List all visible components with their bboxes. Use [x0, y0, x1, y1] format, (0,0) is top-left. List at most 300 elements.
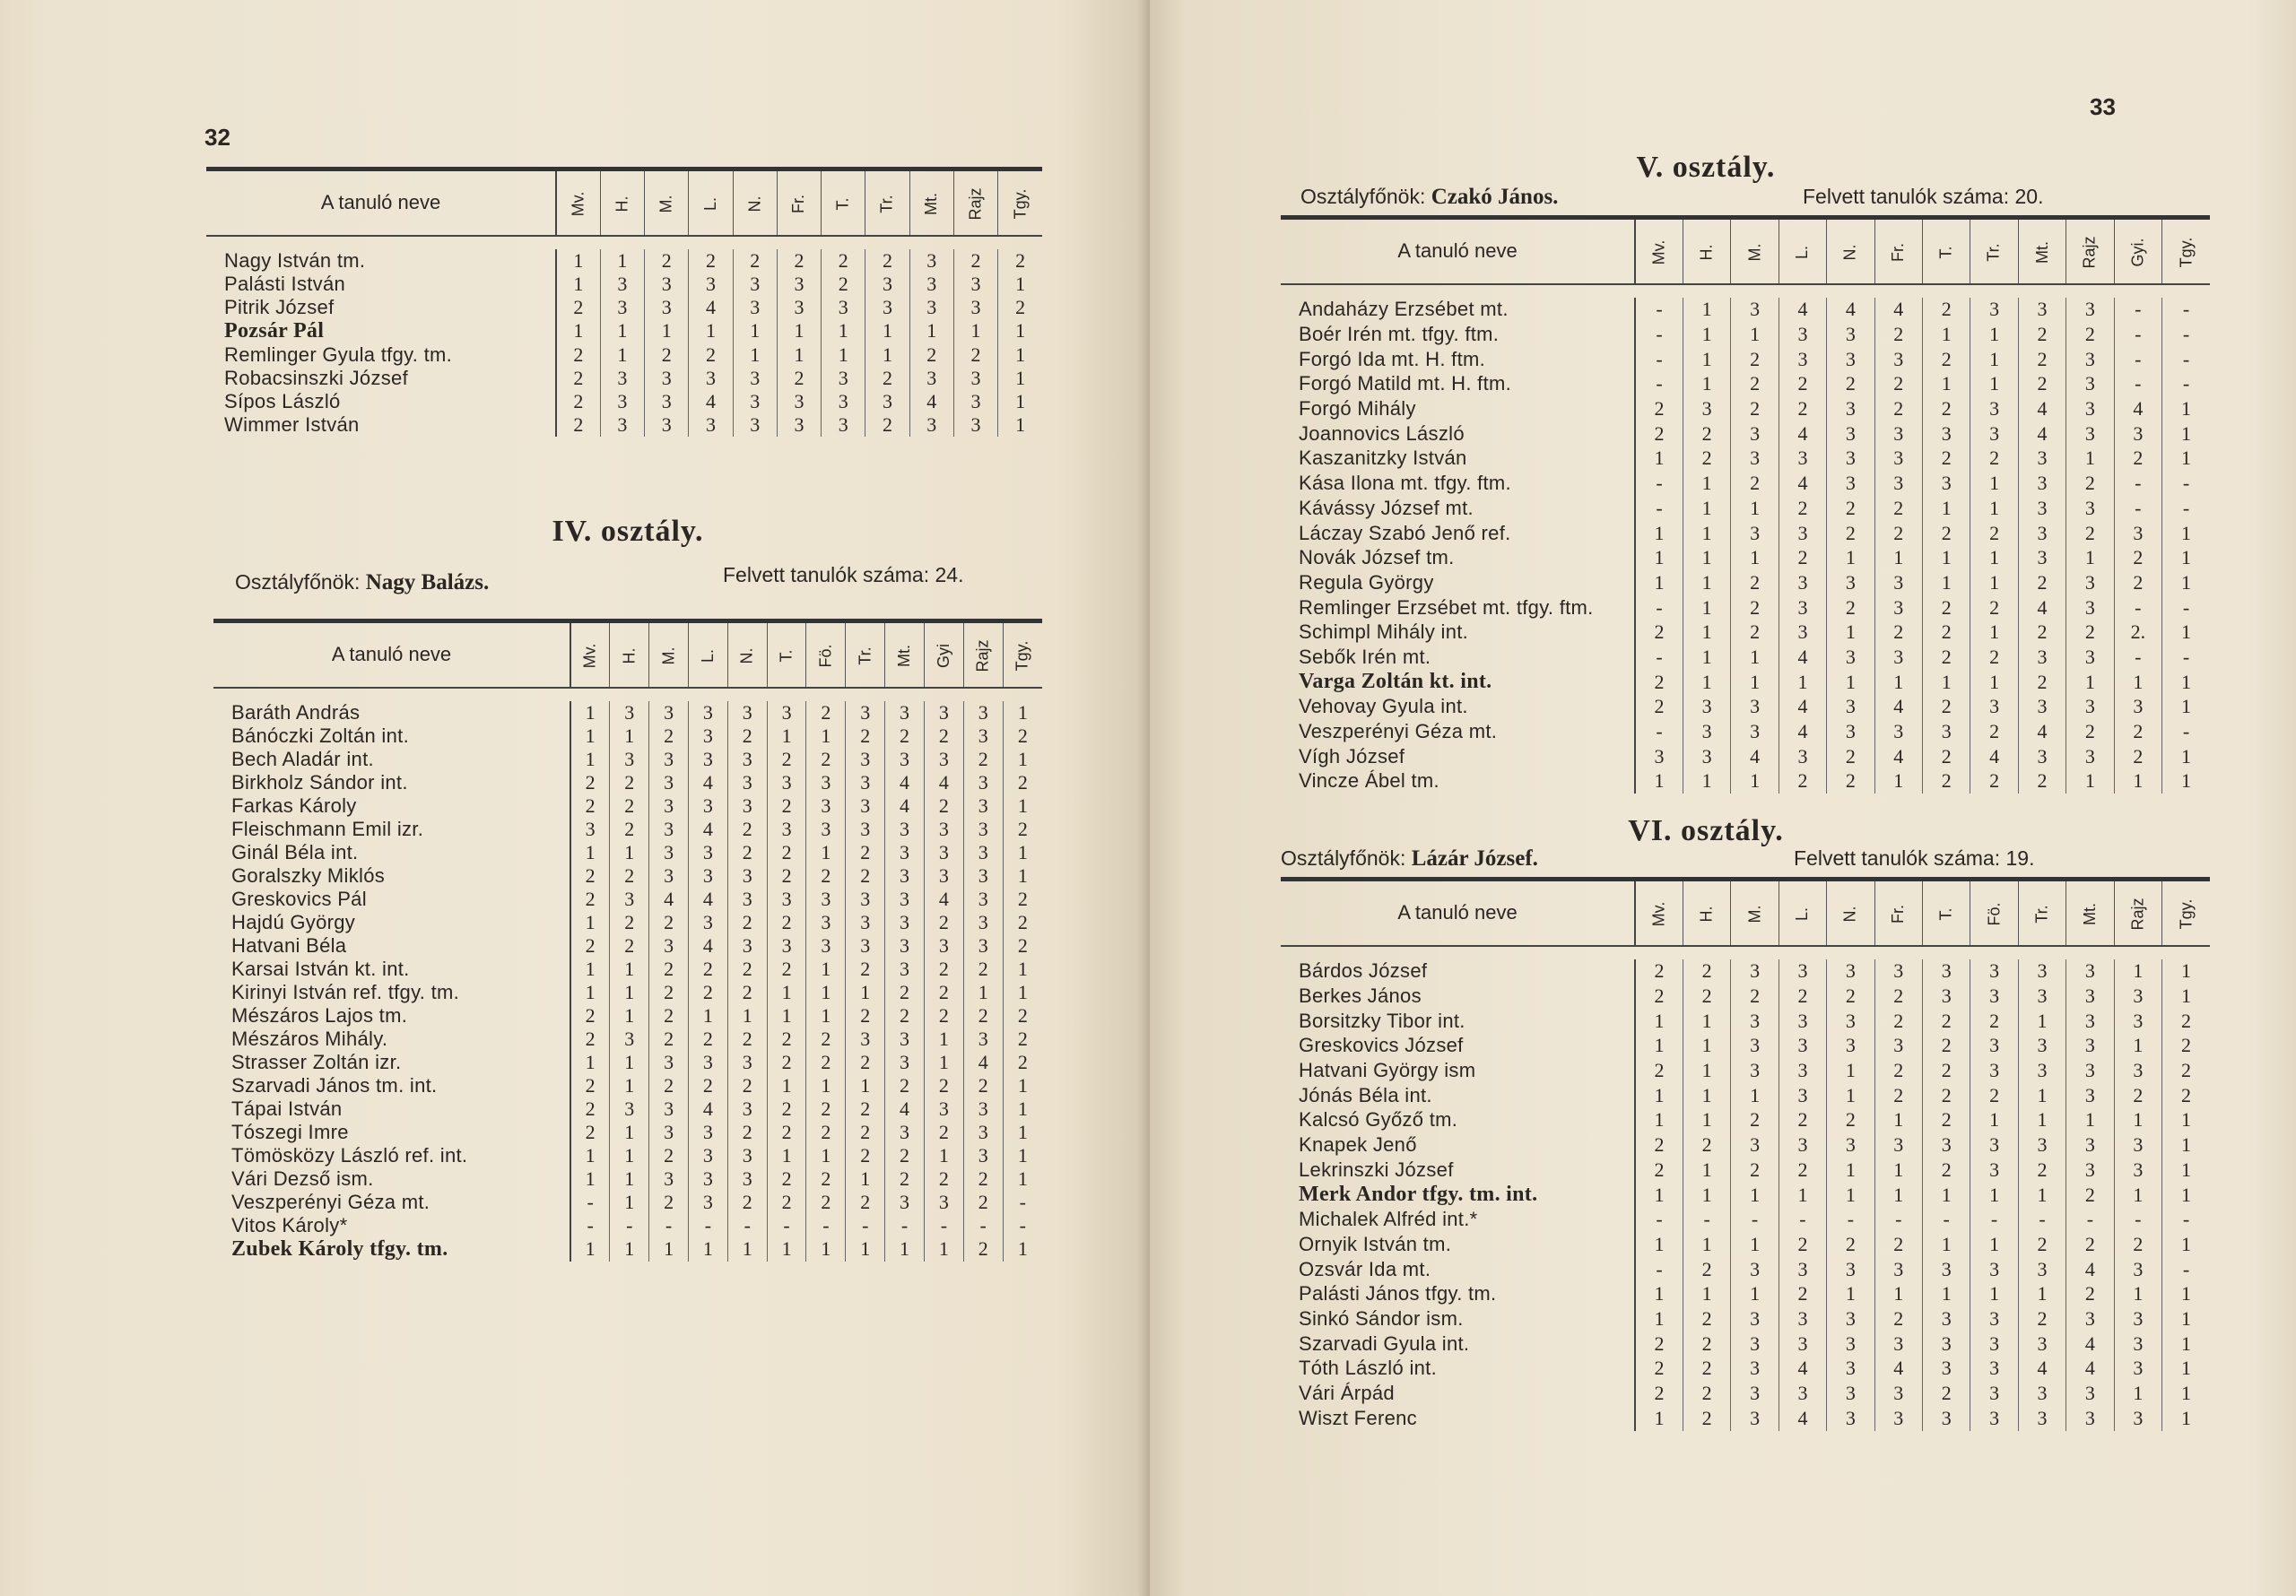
- grade-cell: 4: [1970, 744, 2018, 769]
- grade-cell: 3: [924, 1097, 963, 1121]
- grade-cell: 3: [733, 390, 777, 413]
- grade-cell: -: [2114, 1207, 2161, 1232]
- student-row: [213, 701, 1042, 724]
- grade-cell: 2: [1731, 471, 1779, 496]
- grade-cell: 1: [556, 249, 600, 273]
- grade-cell: 1: [1731, 496, 1779, 521]
- student-name: Merk Andor tfgy. tm. int.: [1299, 1183, 1538, 1207]
- grade-cell: 2: [846, 1004, 885, 1028]
- grade-cell: 3: [846, 818, 885, 841]
- grade-cell: -: [2114, 298, 2161, 323]
- grade-cell: -: [846, 1214, 885, 1237]
- grade-cell: 1: [2162, 984, 2210, 1009]
- grade-cell: 3: [1731, 447, 1779, 472]
- grade-cell: 4: [1731, 744, 1779, 769]
- grade-cell: 3: [2114, 1406, 2161, 1431]
- grade-cell: 1: [1635, 1009, 1683, 1034]
- grade-cell: 1: [610, 1051, 649, 1074]
- student-name: Robacsinszki József: [224, 366, 408, 389]
- grade-cell: 2: [1922, 645, 1970, 670]
- grade-cell: 3: [1970, 298, 2018, 323]
- grade-cell: 1: [1683, 322, 1730, 347]
- grade-cell: 3: [806, 934, 846, 958]
- grade-cell: 1: [2114, 1034, 2161, 1059]
- student-row: [213, 724, 1042, 748]
- grade-cell: 3: [846, 771, 885, 794]
- grade-cell: 1: [1970, 471, 2018, 496]
- grade-cell: 2: [885, 1167, 925, 1191]
- student-row: [206, 319, 1042, 343]
- grade-cell: 3: [963, 771, 1003, 794]
- grade-cell: 3: [1731, 1257, 1779, 1282]
- class-teacher-iv: [235, 570, 489, 595]
- grade-cell: 3: [909, 273, 953, 296]
- grade-cell: 2: [649, 1004, 689, 1028]
- grade-cell: 3: [727, 888, 767, 911]
- subject-label: M.: [1745, 905, 1764, 924]
- page-number: 33: [2090, 93, 2116, 120]
- grade-cell: 1: [1683, 347, 1730, 372]
- grade-cell: 1: [1683, 1034, 1730, 1059]
- grade-cell: 1: [2066, 1108, 2114, 1133]
- grade-cell: 2: [1922, 396, 1970, 421]
- spacer-cell: [206, 236, 1042, 249]
- student-row: [1281, 1257, 2210, 1282]
- grade-cell: 3: [1922, 1306, 1970, 1331]
- grade-cell: 2: [570, 934, 610, 958]
- grade-cell: 1: [2162, 695, 2210, 720]
- grade-cell: 1: [1874, 769, 1922, 794]
- grade-cell: 2: [865, 367, 909, 390]
- teacher-label: Osztályfőnök:: [1300, 185, 1426, 208]
- grade-cell: 2: [1970, 447, 2018, 472]
- grade-cell: 1: [689, 1237, 728, 1262]
- grade-cell: 4: [1779, 1406, 1826, 1431]
- subject-label: Tgy.: [2177, 237, 2196, 268]
- subject-column-header: [1970, 880, 2018, 946]
- grade-cell: 3: [689, 1144, 728, 1167]
- grade-cell: 2: [822, 273, 865, 296]
- grade-cell: 2: [806, 1121, 846, 1144]
- grade-cell: 1: [733, 343, 777, 367]
- grade-cell: 3: [1922, 1132, 1970, 1158]
- grade-cell: 3: [963, 911, 1003, 934]
- student-row: [213, 1051, 1042, 1074]
- grade-cell: 3: [2066, 1083, 2114, 1108]
- grade-cell: 2: [649, 958, 689, 981]
- grade-cell: 2: [1922, 695, 1970, 720]
- grade-cell: 2: [1635, 396, 1683, 421]
- subject-column-header: [885, 621, 925, 688]
- subject-label: Rajz: [2080, 236, 2099, 269]
- grade-cell: 1: [1922, 322, 1970, 347]
- grade-cell: 3: [1779, 1132, 1826, 1158]
- grade-cell: 2: [767, 841, 806, 864]
- subject-column-header: [1683, 880, 1730, 946]
- grade-cell: 2: [570, 1097, 610, 1121]
- grade-cell: 2: [885, 1074, 925, 1097]
- student-name: Szarvadi Gyula int.: [1299, 1331, 1470, 1355]
- grade-cell: 1: [610, 1167, 649, 1191]
- grade-cell: 1: [1731, 545, 1779, 570]
- student-name: Birkholz Sándor int.: [231, 770, 408, 794]
- grade-cell: 1: [822, 343, 865, 367]
- grade-cell: 2: [1922, 1158, 1970, 1183]
- enrolled-count-iv: Felvett tanulók száma: 24.: [723, 563, 964, 586]
- grade-cell: 4: [2018, 719, 2066, 744]
- student-name: Wiszt Ferenc: [1299, 1406, 1417, 1429]
- subject-column-header: [1874, 880, 1922, 946]
- grade-cell: 3: [2018, 695, 2066, 720]
- grade-cell: 2: [767, 1167, 806, 1191]
- grade-cell: 3: [924, 701, 963, 724]
- student-name: Jónás Béla int.: [1299, 1083, 1432, 1106]
- grade-cell: 2: [1874, 984, 1922, 1009]
- grade-cell: 1: [885, 1237, 925, 1262]
- grade-cell: 4: [689, 390, 733, 413]
- grade-cell: 2: [1827, 372, 1874, 397]
- grade-cell: 3: [2018, 521, 2066, 546]
- student-name: Hatvani Béla: [231, 933, 347, 957]
- subject-column-header: [1635, 218, 1683, 284]
- grade-cell: 3: [909, 413, 953, 437]
- grade-cell: 3: [689, 864, 728, 888]
- grade-cell: 2: [1003, 724, 1042, 748]
- table-header-row: [1281, 880, 2210, 946]
- grade-cell: 3: [1779, 347, 1826, 372]
- grade-cell: 2: [1874, 521, 1922, 546]
- student-name: Kirinyi István ref. tfgy. tm.: [231, 980, 460, 1003]
- grade-cell: 1: [2162, 1183, 2210, 1208]
- subject-column-header: [953, 169, 997, 236]
- grade-cell: 1: [2162, 421, 2210, 447]
- grade-cell: 3: [1970, 396, 2018, 421]
- grade-cell: 1: [2162, 1132, 2210, 1158]
- student-name: Vehovay Gyula int.: [1299, 695, 1468, 718]
- student-name: Goralszky Miklós: [231, 863, 386, 887]
- grade-cell: 1: [1635, 447, 1683, 472]
- grade-cell: 3: [2066, 347, 2114, 372]
- grade-cell: 4: [2066, 1331, 2114, 1357]
- grade-cell: 1: [1003, 1144, 1042, 1167]
- grade-cell: 1: [2018, 1009, 2066, 1034]
- grade-cell: 1: [1683, 620, 1730, 645]
- student-row: [1281, 595, 2210, 620]
- grade-cell: 4: [1827, 298, 1874, 323]
- grade-cell: 3: [1827, 1357, 1874, 1382]
- grade-cell: 1: [806, 958, 846, 981]
- subject-column-header: [727, 621, 767, 688]
- name-column-header: A tanuló neve: [1281, 880, 1635, 946]
- student-row: [1281, 421, 2210, 447]
- grade-cell: 3: [1731, 298, 1779, 323]
- grade-cell: 2: [2114, 545, 2161, 570]
- grade-cell: 3: [1779, 1034, 1826, 1059]
- grade-cell: 2: [570, 771, 610, 794]
- grade-cell: 1: [865, 319, 909, 343]
- grade-cell: 2: [1003, 1004, 1042, 1028]
- grade-cell: -: [2162, 496, 2210, 521]
- grade-cell: 2: [846, 1097, 885, 1121]
- grade-cell: 4: [689, 771, 728, 794]
- student-name: Borsitzky Tibor int.: [1299, 1009, 1465, 1032]
- student-row: [1281, 670, 2210, 695]
- name-column-header: A tanuló neve: [1281, 218, 1635, 284]
- student-row: [213, 1121, 1042, 1144]
- grade-cell: 3: [846, 934, 885, 958]
- grade-cell: 3: [885, 841, 925, 864]
- grade-cell: 2: [1922, 521, 1970, 546]
- grade-cell: 3: [1827, 1034, 1874, 1059]
- grade-cell: 1: [570, 958, 610, 981]
- grade-cell: 1: [556, 319, 600, 343]
- grade-cell: 3: [1922, 1406, 1970, 1431]
- student-name: Farkas Károly: [231, 794, 357, 817]
- subject-label: N.: [745, 195, 764, 213]
- grade-cell: -: [2162, 595, 2210, 620]
- subject-label: T.: [777, 649, 796, 663]
- student-name: Ozsvár Ida mt.: [1299, 1257, 1431, 1280]
- student-row: [213, 818, 1042, 841]
- grade-cell: 2: [2162, 1083, 2210, 1108]
- grade-cell: 2: [1683, 1306, 1730, 1331]
- student-row: [1281, 298, 2210, 323]
- grade-cell: 3: [2018, 471, 2066, 496]
- student-row: [1281, 1357, 2210, 1382]
- grade-cell: 2: [649, 981, 689, 1004]
- subject-column-header: [924, 621, 963, 688]
- grade-cell: 3: [806, 911, 846, 934]
- grade-cell: 3: [649, 794, 689, 818]
- grade-cell: 3: [1874, 347, 1922, 372]
- grade-cell: 3: [1731, 1381, 1779, 1406]
- grade-cell: 3: [689, 794, 728, 818]
- grade-cell: 3: [1731, 421, 1779, 447]
- grade-cell: 3: [822, 367, 865, 390]
- grade-cell: 1: [998, 343, 1042, 367]
- grade-cell: 2: [2066, 719, 2114, 744]
- grade-cell: 2: [1922, 620, 1970, 645]
- grade-cell: 1: [610, 724, 649, 748]
- grade-cell: 3: [649, 1121, 689, 1144]
- grade-cell: 3: [689, 911, 728, 934]
- student-row: [1281, 645, 2210, 670]
- grade-cell: 1: [1635, 545, 1683, 570]
- subject-label: Tr.: [856, 646, 874, 665]
- grade-cell: 3: [1779, 1083, 1826, 1108]
- grade-cell: 2: [1635, 984, 1683, 1009]
- grade-cell: 4: [2018, 396, 2066, 421]
- student-row: [1281, 347, 2210, 372]
- grade-cell: 1: [2162, 744, 2210, 769]
- grade-cell: 4: [1779, 471, 1826, 496]
- grade-cell: 3: [1731, 1357, 1779, 1382]
- subject-column-header: [822, 169, 865, 236]
- grade-cell: 3: [1779, 521, 1826, 546]
- grade-cell: 2: [1635, 421, 1683, 447]
- student-name: Kaszanitzky István: [1299, 447, 1467, 470]
- grade-cell: 1: [610, 1004, 649, 1028]
- grades-table-vi: [1281, 877, 2210, 1431]
- student-name: Andaházy Erzsébet mt.: [1299, 298, 1509, 321]
- grade-cell: 3: [1731, 521, 1779, 546]
- grade-cell: 2: [846, 1051, 885, 1074]
- class-teacher-vi: [1281, 846, 1538, 872]
- grade-cell: 1: [570, 724, 610, 748]
- grade-cell: 3: [1827, 396, 1874, 421]
- subject-label: H.: [620, 647, 639, 664]
- subject-label: Rajz: [973, 639, 992, 672]
- grade-cell: 1: [1635, 1034, 1683, 1059]
- grade-cell: 1: [1683, 1232, 1730, 1257]
- student-row: [206, 367, 1042, 390]
- grade-cell: 3: [2018, 1257, 2066, 1282]
- grade-cell: 3: [689, 413, 733, 437]
- subject-column-header: [767, 621, 806, 688]
- grade-cell: 1: [1827, 670, 1874, 695]
- grade-cell: 1: [2162, 1232, 2210, 1257]
- grade-cell: 1: [1922, 670, 1970, 695]
- student-name: Baráth András: [231, 700, 361, 724]
- grade-cell: -: [1635, 496, 1683, 521]
- grade-cell: 1: [1922, 372, 1970, 397]
- grade-cell: -: [924, 1214, 963, 1237]
- grade-cell: 3: [1731, 1132, 1779, 1158]
- grade-cell: 1: [1731, 645, 1779, 670]
- student-row: [1281, 1083, 2210, 1108]
- grade-cell: 1: [2114, 1183, 2161, 1208]
- student-name: Vincze Ábel tm.: [1299, 769, 1439, 793]
- grade-cell: 3: [1922, 1357, 1970, 1382]
- grade-cell: 3: [806, 794, 846, 818]
- grade-cell: 2: [1779, 1108, 1826, 1133]
- subject-label: L.: [1793, 907, 1812, 922]
- grade-cell: 3: [649, 818, 689, 841]
- grade-cell: 1: [1922, 1281, 1970, 1306]
- grade-cell: 3: [1731, 959, 1779, 984]
- grade-cell: 2: [924, 794, 963, 818]
- grade-cell: 1: [600, 343, 644, 367]
- spacer-cell: [1281, 946, 2210, 959]
- grade-cell: 2: [649, 1191, 689, 1214]
- grade-cell: 1: [1683, 645, 1730, 670]
- subject-label: Rajz: [2128, 898, 2147, 931]
- grade-cell: 3: [1779, 1306, 1826, 1331]
- student-name: Pitrik József: [224, 295, 335, 318]
- grade-cell: 1: [2114, 1108, 2161, 1133]
- grade-cell: 2: [1683, 1331, 1730, 1357]
- student-name: Forgó Matild mt. H. ftm.: [1299, 372, 1512, 395]
- grade-cell: 1: [1827, 1158, 1874, 1183]
- grade-cell: 2: [1874, 1232, 1922, 1257]
- student-row: [213, 748, 1042, 771]
- student-name: Remlinger Gyula tfgy. tm.: [224, 343, 453, 366]
- grade-cell: 1: [1635, 1108, 1683, 1133]
- grade-cell: 1: [806, 724, 846, 748]
- grade-cell: 1: [570, 701, 610, 724]
- grade-cell: 2: [2018, 1306, 2066, 1331]
- grade-cell: 3: [1874, 959, 1922, 984]
- student-row: [1281, 1158, 2210, 1183]
- grade-cell: 3: [645, 367, 689, 390]
- grade-cell: 2: [806, 701, 846, 724]
- grade-cell: 1: [1970, 1281, 2018, 1306]
- grade-cell: 2: [806, 1028, 846, 1051]
- grade-cell: 2: [1827, 1108, 1874, 1133]
- grade-cell: 1: [1827, 1281, 1874, 1306]
- subject-column-header: [2066, 218, 2114, 284]
- grade-cell: 4: [1779, 695, 1826, 720]
- grade-cell: 1: [1635, 1083, 1683, 1108]
- grade-cell: 1: [2018, 1083, 2066, 1108]
- teacher-name: Nagy Balázs.: [365, 570, 490, 594]
- grade-cell: 2: [727, 981, 767, 1004]
- grade-cell: 1: [610, 1144, 649, 1167]
- grade-cell: 1: [727, 1237, 767, 1262]
- grade-cell: 3: [689, 1191, 728, 1214]
- grade-cell: 2: [963, 1074, 1003, 1097]
- grade-cell: 2: [1731, 620, 1779, 645]
- grade-cell: 3: [1970, 1406, 2018, 1431]
- grade-cell: 2: [556, 296, 600, 319]
- grade-cell: 3: [924, 841, 963, 864]
- grade-cell: 1: [1970, 347, 2018, 372]
- grade-cell: 2: [1874, 496, 1922, 521]
- student-name: Bánóczki Zoltán int.: [231, 724, 409, 747]
- grade-cell: 1: [2162, 396, 2210, 421]
- grade-cell: 1: [2162, 1381, 2210, 1406]
- subject-column-header: [689, 621, 728, 688]
- grade-cell: 2: [963, 958, 1003, 981]
- student-name: Vári Dezső ism.: [231, 1167, 374, 1190]
- grade-cell: 2: [645, 249, 689, 273]
- grade-cell: 3: [1731, 719, 1779, 744]
- student-name: Regula György: [1299, 570, 1434, 594]
- grade-cell: 1: [846, 1237, 885, 1262]
- student-name: Tóth László int.: [1299, 1357, 1437, 1380]
- grade-cell: 3: [733, 296, 777, 319]
- grade-cell: 2: [1683, 1406, 1730, 1431]
- grade-cell: 3: [1731, 1306, 1779, 1331]
- grade-cell: 3: [733, 413, 777, 437]
- grade-cell: 2: [1779, 372, 1826, 397]
- student-row: [206, 343, 1042, 367]
- grade-cell: 2: [1922, 769, 1970, 794]
- grade-cell: 2: [1779, 396, 1826, 421]
- grade-cell: 2: [1635, 620, 1683, 645]
- grade-cell: 3: [924, 934, 963, 958]
- grades-table-iv: [213, 619, 1042, 1262]
- grade-cell: 3: [909, 249, 953, 273]
- right-page: [1150, 0, 2296, 1596]
- grade-cell: 2: [727, 724, 767, 748]
- grade-cell: 2: [1731, 1108, 1779, 1133]
- grade-cell: 2: [1970, 769, 2018, 794]
- grade-cell: 2: [610, 794, 649, 818]
- grade-cell: 1: [1683, 1281, 1730, 1306]
- grade-cell: -: [727, 1214, 767, 1237]
- grade-cell: 2: [689, 958, 728, 981]
- grade-cell: 2: [1922, 1009, 1970, 1034]
- grade-cell: 1: [1003, 981, 1042, 1004]
- grade-cell: 1: [1827, 1058, 1874, 1083]
- grade-cell: 4: [2018, 595, 2066, 620]
- student-name: Mészáros Lajos tm.: [231, 1003, 408, 1027]
- grade-cell: 1: [1970, 545, 2018, 570]
- student-name: Remlinger Erzsébet mt. tfgy. ftm.: [1299, 595, 1594, 619]
- grade-cell: 1: [2162, 545, 2210, 570]
- grade-cell: 1: [1683, 521, 1730, 546]
